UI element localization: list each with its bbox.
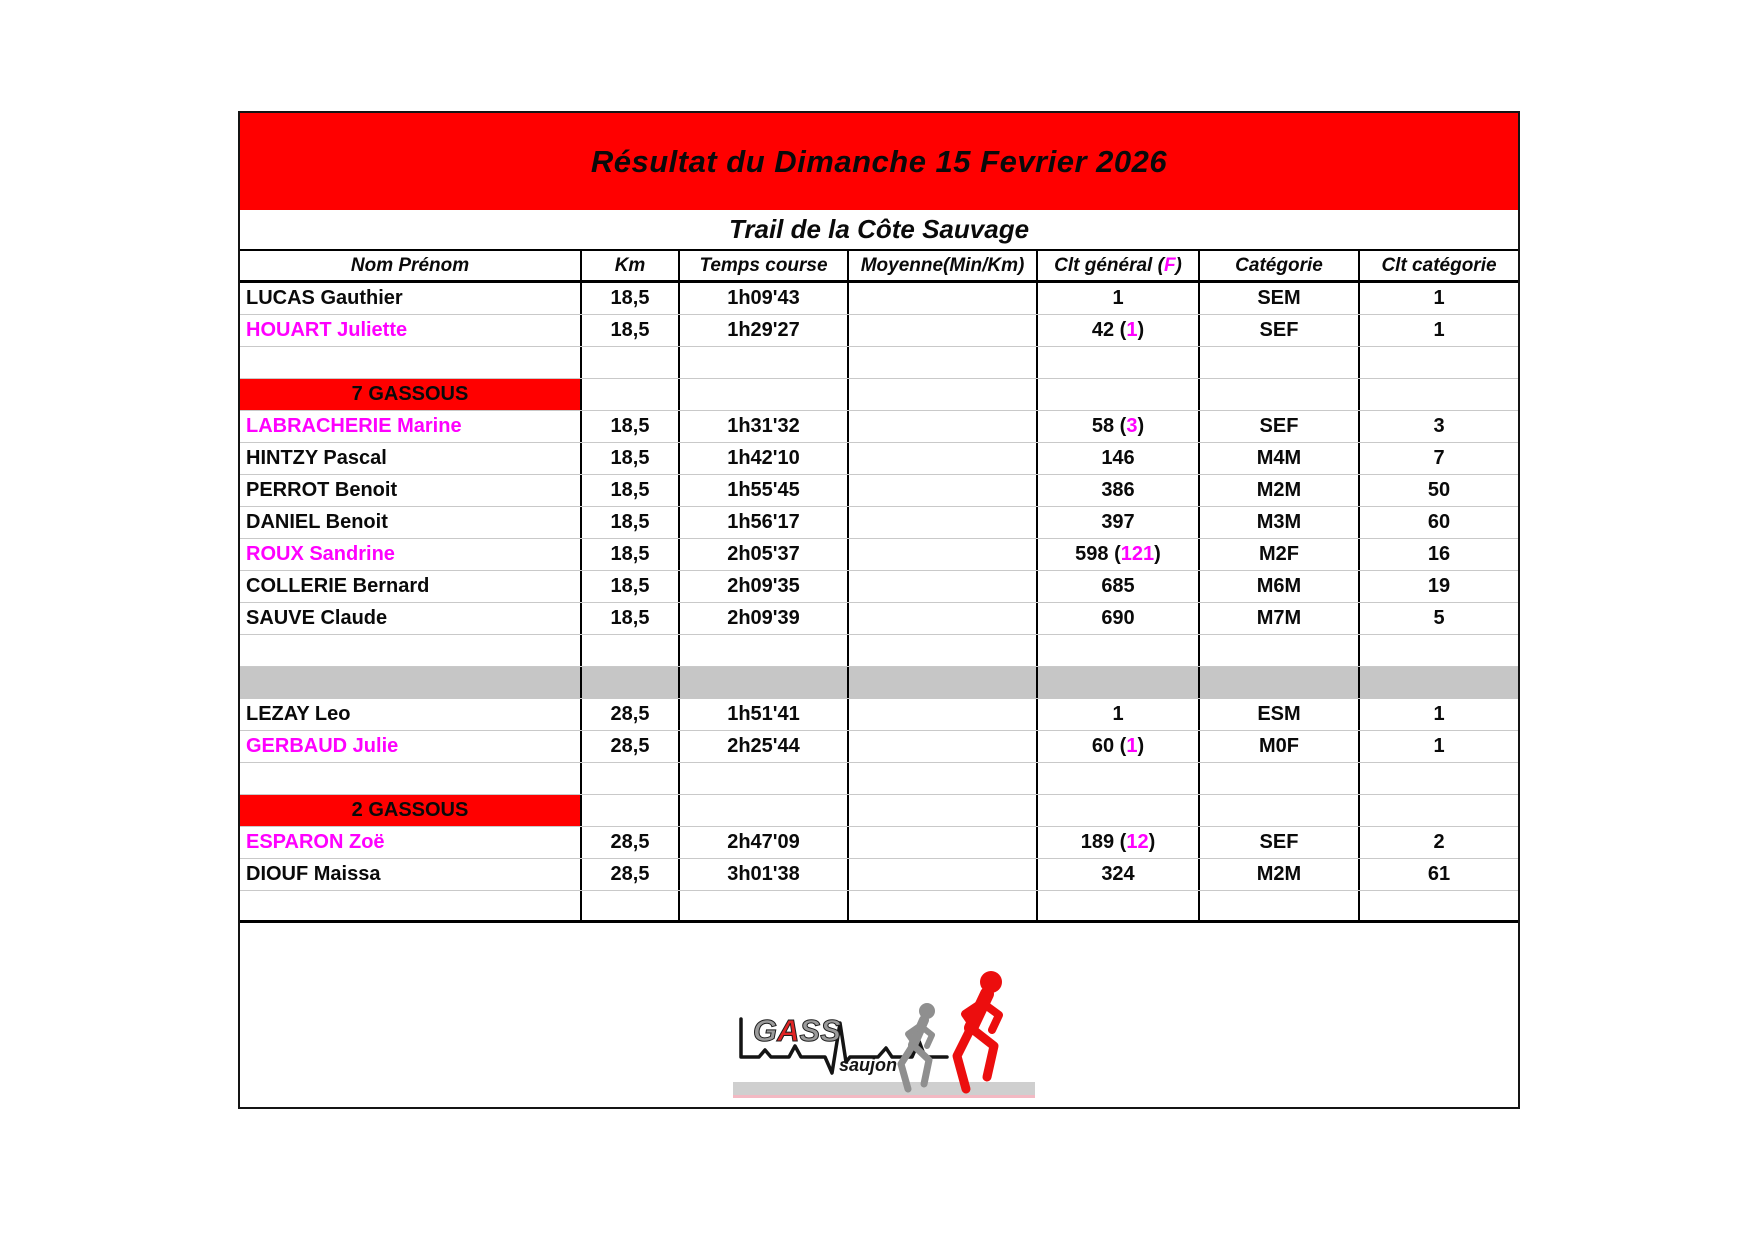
cell-km: 18,5: [582, 507, 680, 538]
cell-category: SEF: [1200, 315, 1360, 346]
table-row: [240, 411, 1518, 443]
cell-km: 28,5: [582, 699, 680, 730]
cell-name: COLLERIE Bernard: [240, 571, 582, 602]
cell-clt-category: [1360, 635, 1518, 666]
cell-average: [849, 347, 1038, 378]
cell-km: 18,5: [582, 443, 680, 474]
cell-name: [240, 667, 582, 698]
cell-name: GERBAUD Julie: [240, 731, 582, 762]
cell-time: 1h42'10: [680, 443, 849, 474]
table-row: [240, 507, 1518, 539]
cell-category: [1200, 667, 1360, 698]
cell-name: LUCAS Gauthier: [240, 283, 582, 314]
cell-time: 2h09'35: [680, 571, 849, 602]
cell-category: [1200, 795, 1360, 826]
cell-name: DIOUF Maissa: [240, 859, 582, 890]
cell-clt-category: [1360, 891, 1518, 920]
cell-name: SAUVE Claude: [240, 603, 582, 634]
cell-average: [849, 475, 1038, 506]
cell-clt-general: 386: [1038, 475, 1200, 506]
results-table: [238, 111, 1520, 1109]
cell-name: [240, 763, 582, 794]
female-flag-label: F: [1163, 254, 1176, 276]
cell-category: [1200, 379, 1360, 410]
cell-clt-general: 189 ( 12 ): [1038, 827, 1200, 858]
cell-km: 18,5: [582, 539, 680, 570]
cell-clt-category: 3: [1433, 415, 1445, 437]
cell-time: 3h01'38: [680, 859, 849, 890]
table-row: [240, 731, 1518, 763]
cell-average: [849, 891, 1038, 920]
cell-name: PERROT Benoit: [240, 475, 582, 506]
column-header-clt-category: Clt catégorie: [1381, 254, 1497, 276]
cell-clt-category: 19: [1427, 575, 1451, 597]
cell-category: SEF: [1200, 411, 1360, 442]
table-row: [240, 443, 1518, 475]
cell-category: M2M: [1200, 859, 1360, 890]
empty-row: [240, 891, 1518, 923]
cell-clt-general: [1038, 635, 1200, 666]
cell-km: [582, 667, 680, 698]
cell-name: HOUART Juliette: [240, 315, 582, 346]
cell-clt-general: [1038, 667, 1200, 698]
cell-average: [849, 507, 1038, 538]
cell-clt-category: [1360, 347, 1518, 378]
table-row: [240, 699, 1518, 731]
empty-row: [240, 763, 1518, 795]
cell-time: [680, 379, 849, 410]
section-row: [240, 379, 1518, 411]
cell-km: 28,5: [582, 731, 680, 762]
cell-average: [849, 411, 1038, 442]
cell-km: [582, 795, 680, 826]
cell-time: [680, 763, 849, 794]
cell-time: 2h05'37: [680, 539, 849, 570]
cell-average: [849, 379, 1038, 410]
cell-name: LABRACHERIE Marine: [240, 411, 582, 442]
page-title: Résultat du Dimanche 15 Fevrier 2026: [590, 143, 1168, 179]
cell-km: 18,5: [582, 475, 680, 506]
cell-time: [680, 635, 849, 666]
cell-km: [582, 635, 680, 666]
cell-name: [240, 635, 582, 666]
cell-category: M4M: [1200, 443, 1360, 474]
section-label: 2 GASSOUS: [240, 795, 582, 826]
race-subtitle-row: [240, 210, 1518, 251]
cell-clt-category: 60: [1427, 511, 1451, 533]
logo-wordmark: GASS: [753, 1013, 841, 1048]
footer: [240, 923, 1518, 1107]
cell-clt-category: 7: [1433, 447, 1445, 469]
cell-clt-category: 16: [1427, 543, 1451, 565]
cell-average: [849, 539, 1038, 570]
section-row: [240, 795, 1518, 827]
cell-average: [849, 443, 1038, 474]
cell-category: M7M: [1200, 603, 1360, 634]
column-header-average: Moyenne(Min/Km): [849, 251, 1038, 280]
cell-clt-general: [1038, 347, 1200, 378]
table-row: [240, 859, 1518, 891]
cell-clt-category: [1360, 763, 1518, 794]
cell-clt-general: [1038, 891, 1200, 920]
divider-row: [240, 667, 1518, 699]
cell-clt-category: 1: [1433, 735, 1445, 757]
cell-clt-general: 690: [1038, 603, 1200, 634]
cell-category: [1200, 347, 1360, 378]
table-row: [240, 827, 1518, 859]
table-row: [240, 283, 1518, 315]
cell-average: [849, 667, 1038, 698]
gass-logo: [731, 961, 1041, 1101]
table-row: [240, 603, 1518, 635]
cell-clt-general: 60 ( 1 ): [1038, 731, 1200, 762]
cell-average: [849, 699, 1038, 730]
cell-average: [849, 763, 1038, 794]
runner-gray-icon: [901, 1003, 935, 1089]
cell-km: [582, 763, 680, 794]
cell-time: 1h29'27: [680, 315, 849, 346]
cell-km: [582, 347, 680, 378]
empty-row: [240, 635, 1518, 667]
table-row: [240, 539, 1518, 571]
cell-clt-category: 61: [1427, 863, 1451, 885]
cell-clt-general: 598 ( 121 ): [1038, 539, 1200, 570]
cell-clt-general: 397: [1038, 507, 1200, 538]
cell-clt-general: 146: [1038, 443, 1200, 474]
cell-average: [849, 571, 1038, 602]
title-banner: [240, 113, 1518, 210]
cell-time: 1h56'17: [680, 507, 849, 538]
column-header-time: Temps course: [680, 251, 849, 280]
cell-category: ESM: [1200, 699, 1360, 730]
cell-km: 18,5: [582, 411, 680, 442]
cell-clt-category: 1: [1433, 703, 1445, 725]
cell-clt-category: 5: [1433, 607, 1445, 629]
column-header-clt-general: Clt général ( F ): [1038, 251, 1200, 280]
runner-red-icon: [957, 971, 1002, 1089]
cell-clt-category: 50: [1427, 479, 1451, 501]
cell-clt-general: [1038, 763, 1200, 794]
cell-category: SEM: [1200, 283, 1360, 314]
cell-clt-category: 2: [1433, 831, 1445, 853]
table-row: [240, 571, 1518, 603]
cell-average: [849, 603, 1038, 634]
cell-category: [1200, 891, 1360, 920]
cell-average: [849, 283, 1038, 314]
cell-clt-category: [1360, 667, 1518, 698]
cell-category: [1200, 635, 1360, 666]
cell-time: 1h09'43: [680, 283, 849, 314]
column-header-km: Km: [582, 251, 680, 280]
cell-category: M0F: [1200, 731, 1360, 762]
cell-average: [849, 315, 1038, 346]
cell-category: M6M: [1200, 571, 1360, 602]
cell-clt-category: [1360, 379, 1518, 410]
cell-category: M2F: [1200, 539, 1360, 570]
cell-km: 28,5: [582, 859, 680, 890]
cell-km: [582, 891, 680, 920]
cell-name: ESPARON Zoë: [240, 827, 582, 858]
cell-time: 1h51'41: [680, 699, 849, 730]
cell-category: SEF: [1200, 827, 1360, 858]
cell-km: 18,5: [582, 283, 680, 314]
table-body: [240, 283, 1518, 923]
cell-clt-category: [1360, 795, 1518, 826]
cell-clt-category: 1: [1433, 319, 1445, 341]
cell-clt-general: 324: [1038, 859, 1200, 890]
cell-time: 1h31'32: [680, 411, 849, 442]
cell-km: 18,5: [582, 603, 680, 634]
cell-clt-category: 1: [1433, 287, 1445, 309]
cell-name: [240, 347, 582, 378]
cell-category: M2M: [1200, 475, 1360, 506]
empty-row: [240, 347, 1518, 379]
cell-time: [680, 347, 849, 378]
cell-category: M3M: [1200, 507, 1360, 538]
cell-clt-general: 58 ( 3 ): [1038, 411, 1200, 442]
cell-clt-general: 1: [1038, 699, 1200, 730]
cell-clt-general: [1038, 379, 1200, 410]
cell-average: [849, 635, 1038, 666]
cell-time: 2h25'44: [680, 731, 849, 762]
cell-clt-general: [1038, 795, 1200, 826]
ground-underline: [733, 1095, 1035, 1098]
table-row: [240, 315, 1518, 347]
cell-clt-general: 1: [1038, 283, 1200, 314]
cell-average: [849, 795, 1038, 826]
cell-km: [582, 379, 680, 410]
column-header-category: Catégorie: [1200, 251, 1360, 280]
cell-time: [680, 667, 849, 698]
cell-average: [849, 827, 1038, 858]
cell-clt-general: 685: [1038, 571, 1200, 602]
logo-subtext: saujon: [839, 1055, 898, 1075]
cell-clt-general: 42 ( 1 ): [1038, 315, 1200, 346]
cell-name: ROUX Sandrine: [240, 539, 582, 570]
table-header-row: [240, 251, 1518, 283]
cell-time: 1h55'45: [680, 475, 849, 506]
cell-name: [240, 891, 582, 920]
cell-time: [680, 891, 849, 920]
race-title: Trail de la Côte Sauvage: [728, 214, 1030, 244]
table-row: [240, 475, 1518, 507]
cell-average: [849, 731, 1038, 762]
cell-km: 18,5: [582, 315, 680, 346]
cell-km: 18,5: [582, 571, 680, 602]
section-label: 7 GASSOUS: [240, 379, 582, 410]
cell-time: 2h09'39: [680, 603, 849, 634]
cell-name: HINTZY Pascal: [240, 443, 582, 474]
cell-km: 28,5: [582, 827, 680, 858]
ground-bar: [733, 1082, 1035, 1095]
cell-category: [1200, 763, 1360, 794]
cell-name: LEZAY Leo: [240, 699, 582, 730]
column-header-name: Nom Prénom: [240, 251, 582, 280]
cell-time: 2h47'09: [680, 827, 849, 858]
cell-name: DANIEL Benoit: [240, 507, 582, 538]
cell-average: [849, 859, 1038, 890]
cell-time: [680, 795, 849, 826]
